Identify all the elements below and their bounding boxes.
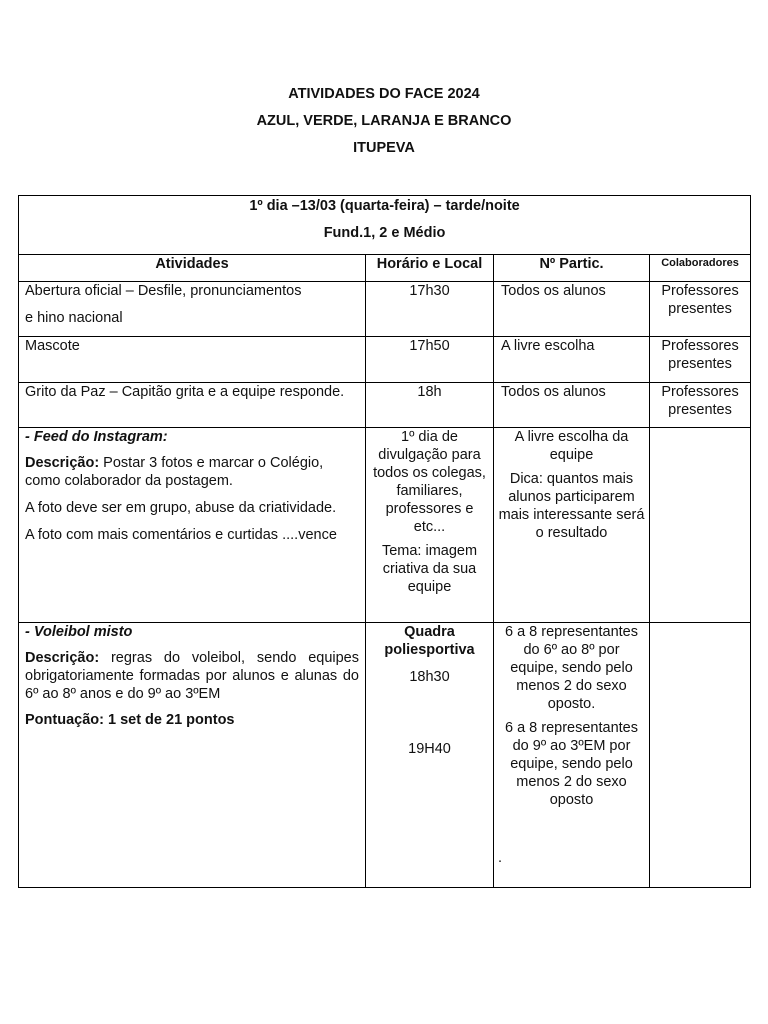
collaborators-cell: Professores presentes — [650, 337, 751, 383]
volei-time-cell — [366, 623, 494, 888]
instagram-time-text: 1º dia de divulgação para todos os colegas, familiares, professores e etc... — [373, 429, 486, 535]
collaborators-cell: Professores presentes — [650, 282, 751, 337]
instagram-time-cell — [366, 428, 494, 623]
activity-cell: Grito da Paz – Capitão grita e a equipe responde. — [19, 383, 366, 428]
table-row — [19, 383, 751, 428]
collaborators-cell — [650, 428, 751, 623]
col-header-time-place: Horário e Local — [366, 255, 494, 282]
activity-cell — [19, 282, 366, 337]
volei-time-2: 19H40 — [408, 741, 451, 757]
participants-cell: A livre escolha — [494, 337, 650, 383]
volei-activity-cell — [19, 623, 366, 888]
instagram-winner: A foto com mais comentários e curtidas ....vence — [25, 527, 337, 543]
day-header — [19, 196, 751, 255]
instagram-theme: Tema: imagem criativa da sua equipe — [381, 543, 478, 595]
activity-text: e hino nacional — [25, 310, 123, 326]
desc-text: Postar 3 fotos e marcar o Colégio, como colaborador da postagem. — [25, 455, 324, 489]
instagram-activity-cell — [19, 428, 366, 623]
column-header-row — [19, 255, 751, 282]
time-cell: 17h30 — [366, 282, 494, 337]
col-header-participants: Nº Partic. — [494, 255, 650, 282]
schedule-table — [18, 195, 751, 888]
time-cell: 18h — [366, 383, 494, 428]
volei-score: Pontuação: 1 set de 21 pontos — [25, 712, 235, 728]
col-header-activities: Atividades — [19, 255, 366, 282]
table-row — [19, 337, 751, 383]
instagram-participants-cell — [494, 428, 650, 623]
day-subtitle: Fund.1, 2 e Médio — [323, 225, 446, 241]
desc-label: Descrição: — [25, 455, 100, 471]
volei-participants-cell — [494, 623, 650, 888]
instagram-description — [25, 454, 359, 490]
time-cell: 17h50 — [366, 337, 494, 383]
volei-dot: . — [498, 850, 503, 866]
desc-label: Descrição: — [25, 650, 100, 666]
volei-participants-1: 6 a 8 representantes do 6º ao 8º por equipe, sendo pelo menos 2 do sexo oposto. — [504, 624, 638, 712]
table-row — [19, 623, 751, 888]
table-row — [19, 428, 751, 623]
header-city: ITUPEVA — [353, 140, 415, 156]
volei-place: Quadra poliesportiva — [384, 624, 475, 658]
volei-time-1: 18h30 — [409, 669, 450, 685]
header-title: ATIVIDADES DO FACE 2024 — [288, 86, 480, 102]
day-title: 1º dia –13/03 (quarta-feira) – tarde/noite — [249, 198, 520, 214]
collaborators-cell: Professores presentes — [650, 383, 751, 428]
header-teams: AZUL, VERDE, LARANJA E BRANCO — [256, 113, 512, 129]
participants-cell: Todos os alunos — [494, 282, 650, 337]
participants-cell: Todos os alunos — [494, 383, 650, 428]
volei-title: - Voleibol misto — [25, 624, 133, 640]
document-header — [0, 83, 768, 164]
desc-text: regras do voleibol, sendo equipes obrigatoriamente formadas por alunos e alunas do 6º ao 8º anos e do 9º ao 3ºEM — [25, 650, 359, 702]
volei-description — [25, 649, 359, 703]
instagram-rule: A foto deve ser em grupo, abuse da criatividade. — [25, 500, 337, 516]
col-header-collaborators: Colaboradores — [650, 255, 751, 282]
activity-cell: Mascote — [19, 337, 366, 383]
table-row — [19, 282, 751, 337]
day-header-row — [19, 196, 751, 255]
collaborators-cell — [650, 623, 751, 888]
volei-participants-2: 6 a 8 representantes do 9º ao 3ºEM por equipe, sendo pelo menos 2 do sexo oposto — [504, 720, 638, 808]
activity-text: Abertura oficial – Desfile, pronunciamentos — [25, 283, 302, 299]
instagram-title: - Feed do Instagram: — [25, 429, 168, 445]
instagram-participants: A livre escolha da equipe — [514, 429, 629, 463]
instagram-tip: Dica: quantos mais alunos participarem mais interessante será o resultado — [498, 471, 645, 541]
